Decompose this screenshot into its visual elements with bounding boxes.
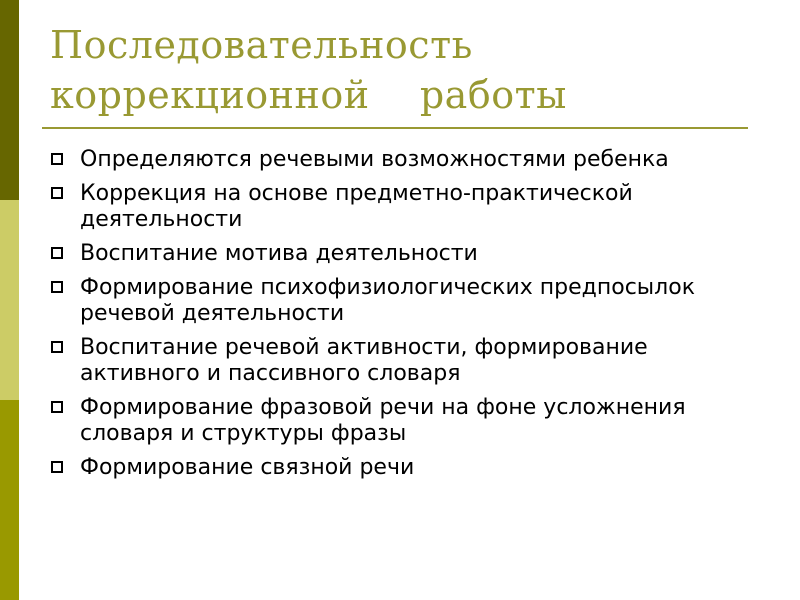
- slide-title-line-1: Последовательность: [50, 23, 473, 67]
- bullet-list: [48, 147, 758, 489]
- square-bullet-icon: [51, 281, 63, 293]
- bullet-item: [48, 275, 758, 327]
- square-bullet-icon: [51, 153, 63, 165]
- bullet-text: Формирование психофизиологических предпосылок речевой деятельности: [80, 275, 695, 326]
- bullet-item: [48, 241, 758, 267]
- bullet-text: Коррекция на основе предметно-практической деятельности: [80, 181, 633, 232]
- square-bullet-icon: [51, 341, 63, 353]
- bullet-item: [48, 455, 758, 481]
- left-stripe-middle: [0, 200, 19, 400]
- square-bullet-icon: [51, 461, 63, 473]
- bullet-item: [48, 181, 758, 233]
- bullet-text: Воспитание речевой активности, формирование активного и пассивного словаря: [80, 335, 648, 386]
- left-stripe-bottom: [0, 400, 19, 600]
- title-divider: [42, 127, 748, 129]
- bullet-item: [48, 395, 758, 447]
- square-bullet-icon: [51, 187, 63, 199]
- bullet-text: Формирование фразовой речи на фоне усложнения словаря и структуры фразы: [80, 395, 686, 446]
- slide-title-line-2: коррекционной работы: [50, 73, 567, 117]
- square-bullet-icon: [51, 401, 63, 413]
- bullet-text: Воспитание мотива деятельности: [80, 241, 478, 266]
- bullet-text: Определяются речевыми возможностями ребенка: [80, 147, 669, 172]
- left-stripe-top: [0, 0, 19, 200]
- bullet-text: Формирование связной речи: [80, 455, 415, 480]
- bullet-item: [48, 335, 758, 387]
- bullet-item: [48, 147, 758, 173]
- square-bullet-icon: [51, 247, 63, 259]
- slide-title: [50, 20, 750, 120]
